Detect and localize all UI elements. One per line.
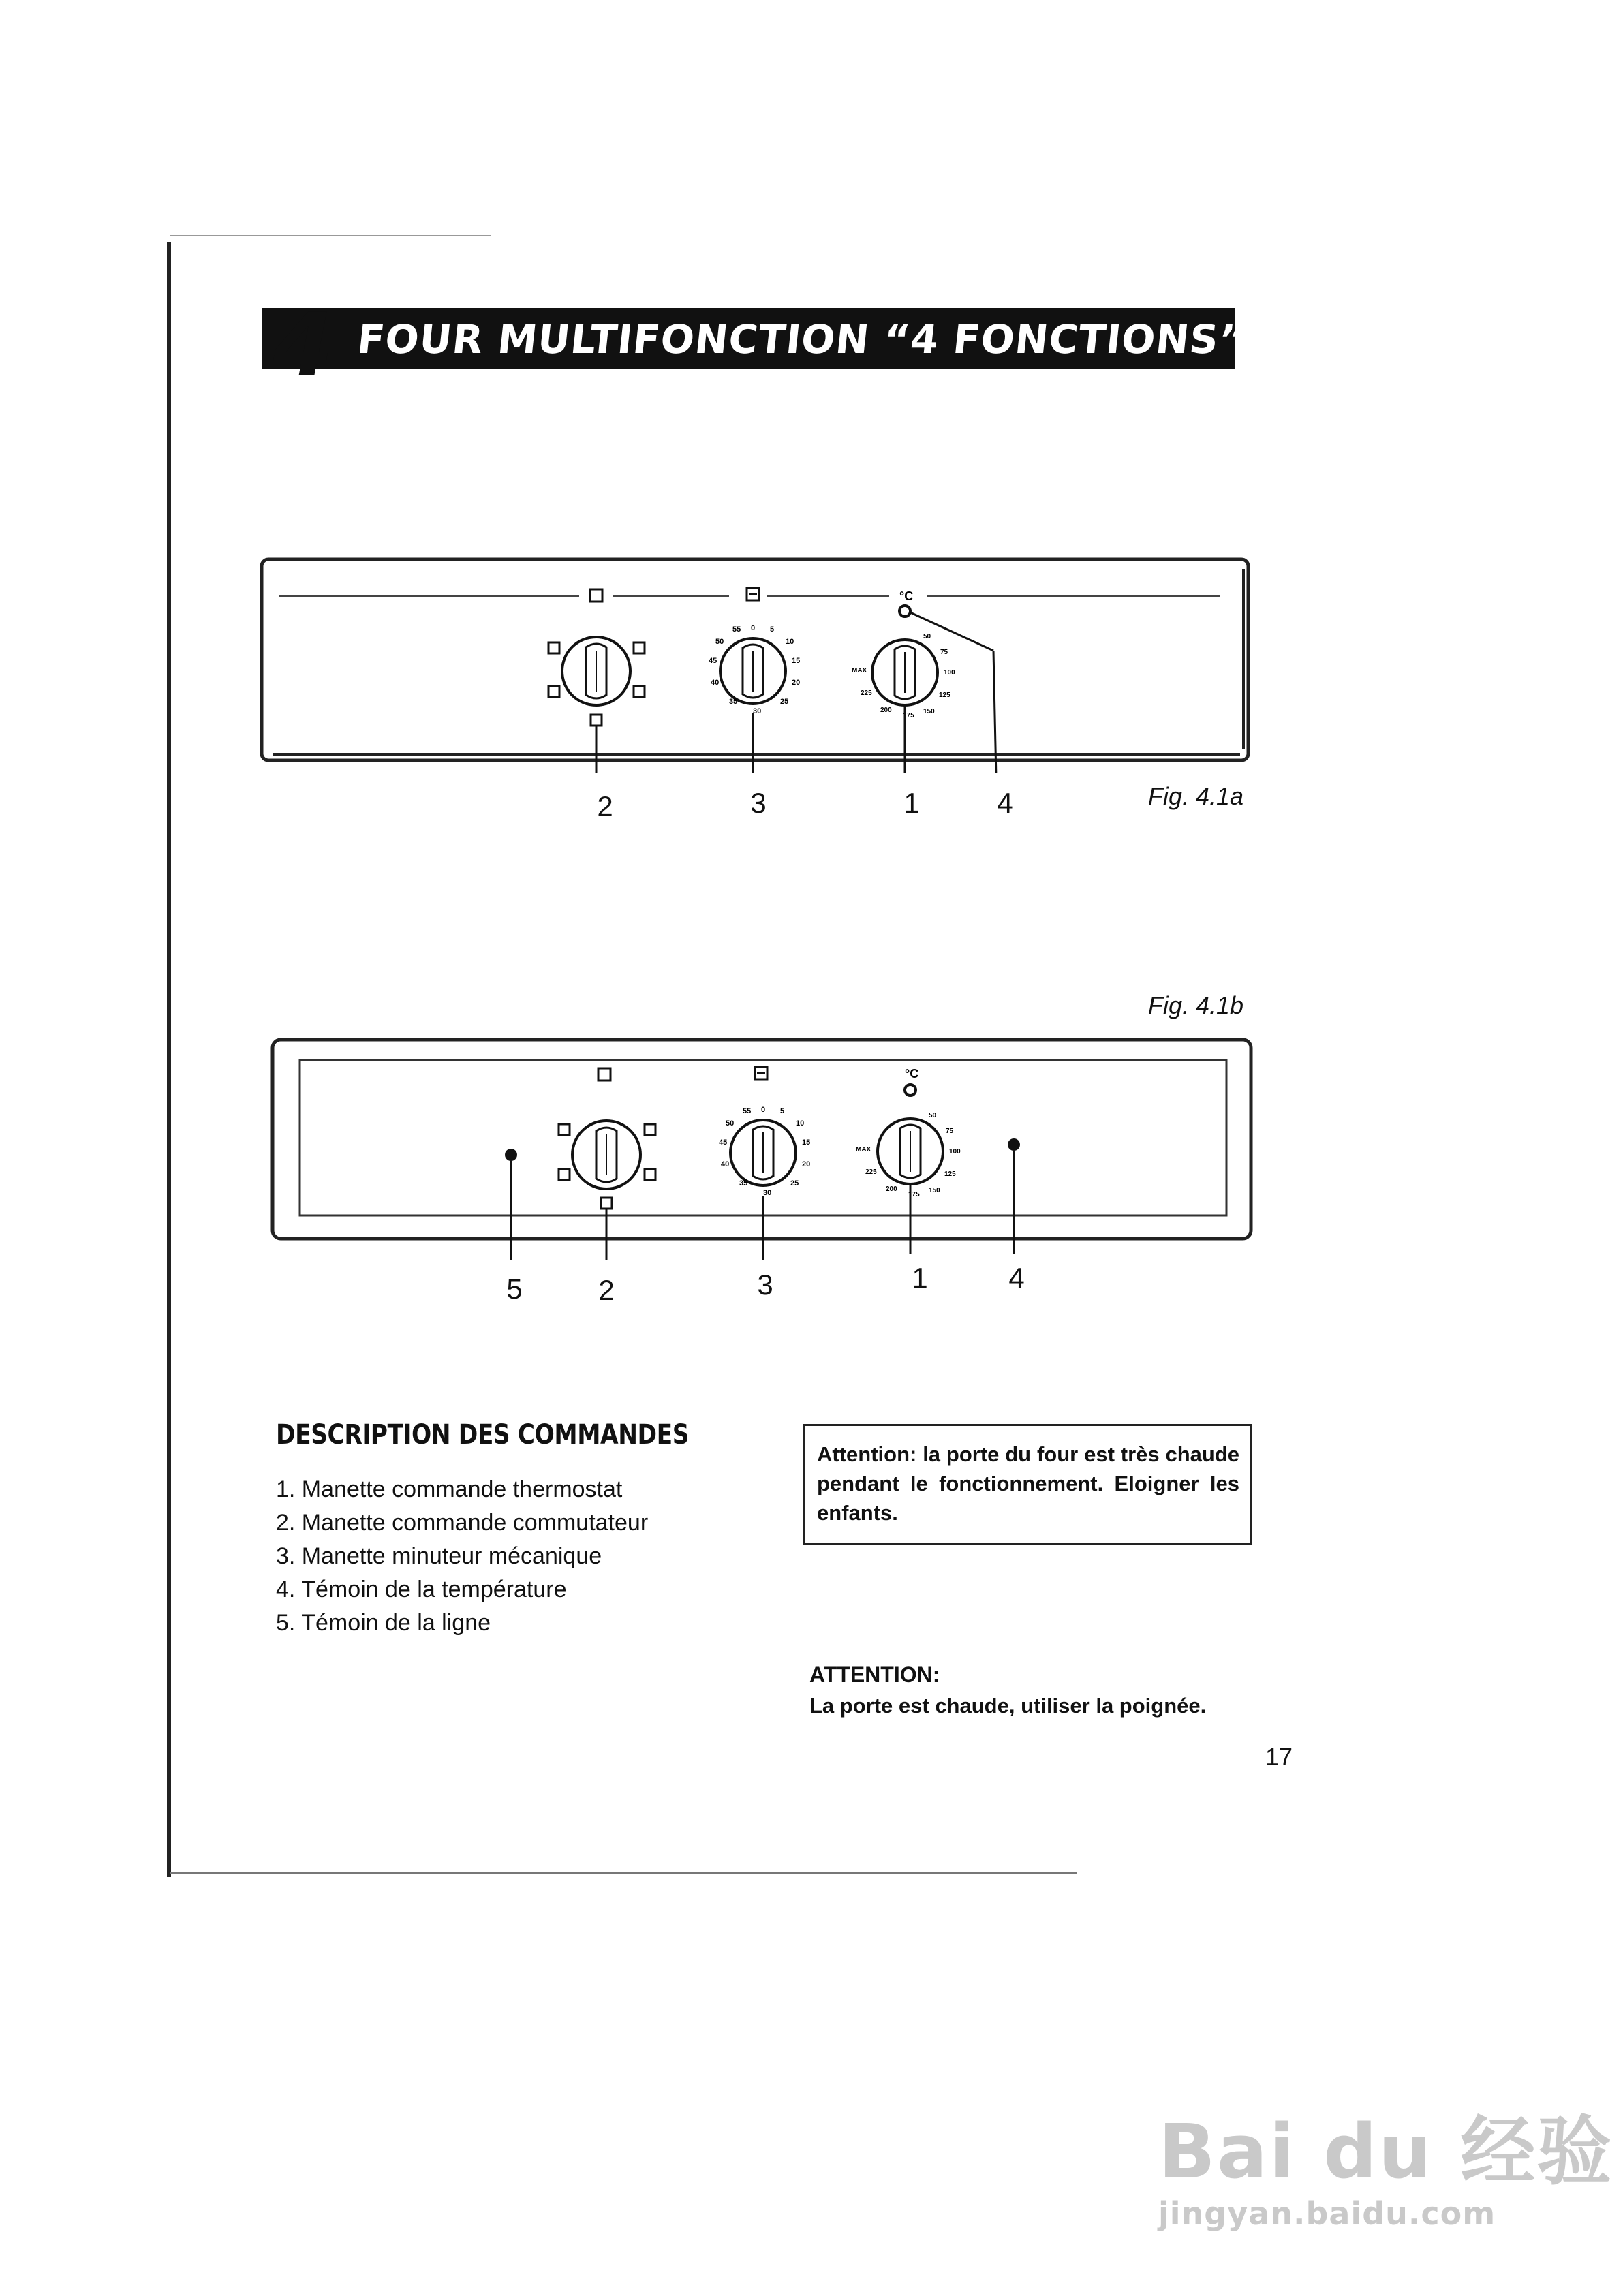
- control-panel-b: [252, 1036, 1261, 1281]
- svg-text:20: 20: [792, 679, 801, 687]
- list-item: 4. Témoin de la température: [276, 1577, 567, 1602]
- figure-label-a: Fig. 4.1a: [1148, 782, 1244, 810]
- callout-a-3: 3: [750, 787, 767, 819]
- svg-text:0: 0: [751, 624, 756, 632]
- callout-b-5: 5: [506, 1273, 523, 1305]
- list-item: 2. Manette commande commutateur: [276, 1510, 649, 1536]
- watermark-url: jingyan.baidu.com: [1158, 2195, 1496, 2232]
- svg-text:175: 175: [908, 1191, 920, 1198]
- svg-text:225: 225: [861, 689, 872, 697]
- callout-b-2: 2: [598, 1274, 615, 1306]
- svg-text:50: 50: [715, 638, 724, 646]
- svg-text:175: 175: [903, 712, 914, 719]
- list-item: 1. Manette commande thermostat: [276, 1476, 623, 1502]
- temperature-symbol-b: °C: [905, 1067, 919, 1081]
- selector-knob[interactable]: [562, 637, 630, 705]
- watermark-brand: Bai du 经验: [1158, 2108, 1613, 2195]
- page-number: 17: [1265, 1743, 1293, 1771]
- svg-text:50: 50: [726, 1119, 735, 1128]
- svg-text:5: 5: [770, 625, 775, 634]
- svg-text:125: 125: [944, 1170, 956, 1178]
- svg-text:20: 20: [802, 1160, 811, 1168]
- svg-text:100: 100: [944, 669, 955, 677]
- callout-b-1: 1: [912, 1262, 928, 1294]
- svg-text:55: 55: [743, 1107, 752, 1115]
- svg-text:40: 40: [711, 679, 720, 687]
- svg-text:10: 10: [796, 1119, 805, 1128]
- line-indicator-light: [505, 1149, 517, 1161]
- attention-title: ATTENTION:: [809, 1662, 940, 1687]
- svg-text:15: 15: [802, 1138, 811, 1147]
- figure-label-b: Fig. 4.1b: [1148, 991, 1244, 1019]
- svg-text:40: 40: [721, 1160, 730, 1168]
- svg-text:75: 75: [946, 1128, 954, 1135]
- svg-text:35: 35: [739, 1179, 748, 1188]
- warning-box: Attention: la porte du four est très chaude pendant le fonctionnement. Eloigner les enfants.: [803, 1424, 1252, 1545]
- thermostat-knob-b[interactable]: [878, 1119, 943, 1184]
- svg-text:150: 150: [923, 708, 935, 715]
- svg-text:50: 50: [923, 633, 931, 640]
- svg-text:25: 25: [790, 1179, 799, 1188]
- thermostat-knob[interactable]: [872, 640, 938, 705]
- watermark: [1158, 2092, 1613, 2232]
- svg-text:45: 45: [709, 657, 717, 665]
- control-panel-a: [252, 555, 1254, 773]
- attention-text: La porte est chaude, utiliser la poignée.: [809, 1694, 1207, 1718]
- temperature-symbol: °C: [899, 589, 914, 603]
- section-number: 4: [273, 295, 334, 397]
- timer-knob-b[interactable]: [730, 1120, 796, 1185]
- svg-text:0: 0: [761, 1106, 766, 1114]
- svg-text:150: 150: [929, 1187, 940, 1194]
- section-title: FOUR MULTIFONCTION “4 FONCTIONS”: [355, 316, 1248, 362]
- svg-text:30: 30: [763, 1189, 772, 1197]
- svg-text:125: 125: [939, 692, 950, 699]
- svg-text:35: 35: [729, 698, 738, 706]
- svg-text:200: 200: [886, 1185, 897, 1193]
- svg-text:50: 50: [929, 1112, 937, 1119]
- svg-text:MAX: MAX: [852, 667, 867, 674]
- page-border-bottom: [170, 1872, 1077, 1874]
- svg-text:15: 15: [792, 657, 801, 665]
- description-title: DESCRIPTION DES COMMANDES: [276, 1419, 690, 1450]
- callout-b-3: 3: [757, 1269, 773, 1301]
- svg-text:75: 75: [940, 649, 948, 656]
- page-border-left: [167, 242, 171, 1877]
- list-item: 3. Manette minuteur mécanique: [276, 1543, 602, 1569]
- figure-4-1b: [252, 1036, 1261, 1281]
- callout-a-4: 4: [997, 787, 1013, 819]
- svg-text:MAX: MAX: [856, 1146, 871, 1153]
- svg-text:55: 55: [732, 625, 741, 634]
- svg-text:5: 5: [780, 1107, 785, 1115]
- svg-text:225: 225: [865, 1168, 877, 1176]
- svg-text:25: 25: [780, 698, 789, 706]
- temperature-indicator-dot: [1008, 1138, 1020, 1151]
- figure-4-1a: [252, 555, 1254, 773]
- timer-knob[interactable]: [720, 638, 789, 706]
- list-item: 5. Témoin de la ligne: [276, 1610, 491, 1636]
- svg-text:10: 10: [786, 638, 794, 646]
- callout-a-2: 2: [597, 790, 613, 822]
- svg-text:30: 30: [753, 707, 762, 715]
- svg-text:45: 45: [719, 1138, 728, 1147]
- page-border-top: [170, 235, 491, 236]
- selector-knob-b[interactable]: [572, 1121, 640, 1189]
- callout-a-1: 1: [903, 787, 920, 819]
- svg-text:100: 100: [949, 1148, 961, 1155]
- svg-text:200: 200: [880, 707, 892, 714]
- description-list: [276, 1473, 648, 1640]
- callout-b-4: 4: [1008, 1262, 1025, 1294]
